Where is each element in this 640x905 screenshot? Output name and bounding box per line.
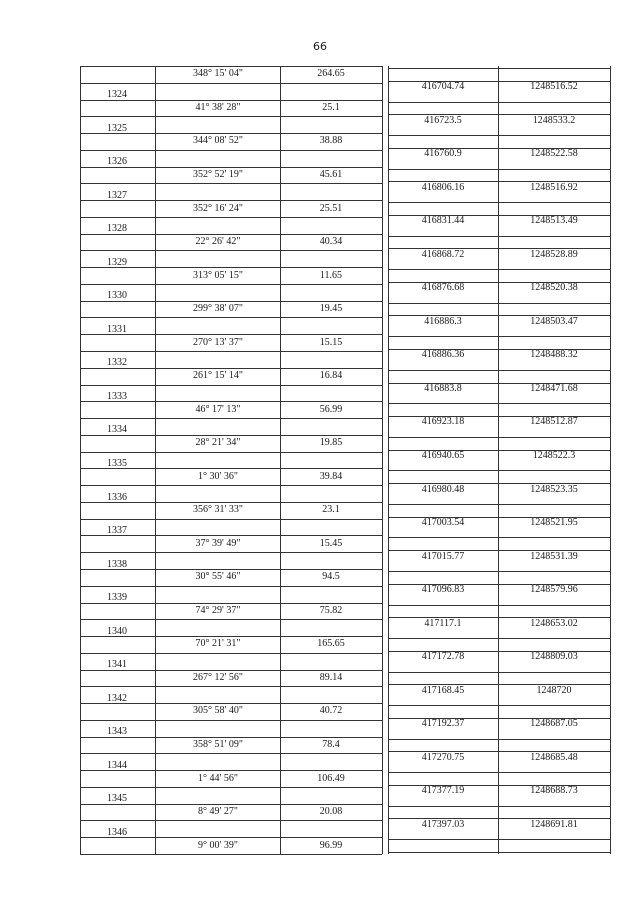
- bearing-cell: 37° 39' 49": [195, 537, 241, 549]
- station-cell: 1339: [107, 592, 127, 604]
- row-rule: [388, 504, 610, 505]
- row-rule: [80, 418, 382, 419]
- station-cell: 1343: [107, 726, 127, 738]
- distance-cell: 56.99: [319, 403, 343, 415]
- x-coordinate-cell: 417192.37: [421, 718, 465, 730]
- row-rule: [388, 336, 610, 337]
- station-cell: 1325: [107, 122, 127, 134]
- station-cell: 1331: [107, 323, 127, 335]
- station-cell: 1328: [107, 223, 127, 235]
- column-rule: [388, 66, 389, 854]
- station-cell: 1342: [107, 692, 127, 704]
- bearing-cell: 70° 21' 31": [195, 638, 241, 650]
- row-rule: [388, 114, 610, 115]
- row-rule: [80, 753, 382, 754]
- y-coordinate-cell: 1248520.38: [530, 282, 578, 294]
- y-coordinate-cell: 1248522.58: [530, 148, 578, 160]
- x-coordinate-cell: 417117.1: [424, 617, 462, 629]
- y-coordinate-cell: 1248512.87: [530, 416, 578, 428]
- distance-cell: 23.1: [322, 504, 340, 516]
- bearing-cell: 356° 31' 33": [193, 504, 243, 516]
- row-rule: [388, 672, 610, 673]
- x-coordinate-cell: 417397.03: [421, 818, 465, 830]
- distance-cell: 20.08: [319, 806, 343, 818]
- x-coordinate-cell: 416868.72: [421, 248, 465, 260]
- row-rule: [388, 403, 610, 404]
- row-rule: [80, 452, 382, 453]
- row-rule: [80, 150, 382, 151]
- x-coordinate-cell: 416876.68: [421, 282, 465, 294]
- row-rule: [80, 183, 382, 184]
- x-coordinate-cell: 416760.9: [424, 148, 462, 160]
- bearing-cell: 74° 29' 37": [195, 604, 241, 616]
- x-coordinate-cell: 416831.44: [421, 215, 465, 227]
- bearing-cell: 8° 49' 27": [198, 806, 238, 818]
- row-rule: [388, 806, 610, 807]
- distance-cell: 19.85: [319, 437, 343, 449]
- row-rule: [388, 202, 610, 203]
- row-rule: [80, 820, 382, 821]
- station-cell: 1336: [107, 491, 127, 503]
- bearing-cell: 299° 38' 07": [193, 303, 243, 315]
- distance-cell: 25.1: [322, 101, 340, 113]
- row-rule: [388, 303, 610, 304]
- station-cell: 1345: [107, 793, 127, 805]
- y-coordinate-cell: 1248687.05: [530, 718, 578, 730]
- row-rule: [80, 83, 382, 84]
- row-rule: [80, 385, 382, 386]
- distance-cell: 78.4: [322, 739, 340, 751]
- bearing-cell: 1° 44' 56": [198, 772, 238, 784]
- bearing-cell: 30° 55' 46": [195, 571, 241, 583]
- x-coordinate-cell: 417270.75: [421, 751, 465, 763]
- y-coordinate-cell: 1248531.39: [530, 550, 578, 562]
- bearing-cell: 352° 52' 19": [193, 168, 243, 180]
- station-cell: 1337: [107, 525, 127, 537]
- bearing-cell: 28° 21' 34": [195, 437, 241, 449]
- row-rule: [388, 236, 610, 237]
- y-coordinate-cell: 1248488.32: [530, 349, 578, 361]
- row-rule: [80, 854, 382, 855]
- row-rule: [80, 686, 382, 687]
- x-coordinate-cell: 416923.18: [421, 416, 465, 428]
- row-rule: [388, 705, 610, 706]
- y-coordinate-cell: 1248522.3: [532, 450, 576, 461]
- bearing-cell: 9° 00' 39": [198, 839, 238, 851]
- station-cell: 1330: [107, 290, 127, 302]
- station-cell: 1333: [107, 390, 127, 402]
- coordinate-table: [80, 66, 610, 854]
- page-number: 66: [313, 40, 327, 53]
- column-rule: [382, 66, 383, 854]
- y-coordinate-cell: 1248688.73: [530, 785, 578, 797]
- row-rule: [388, 169, 610, 170]
- station-cell: 1326: [107, 156, 127, 168]
- row-rule: [80, 116, 382, 117]
- y-coordinate-cell: 1248691.81: [530, 818, 578, 830]
- bearing-cell: 358° 51' 09": [193, 739, 243, 751]
- y-coordinate-cell: 1248533.2: [532, 114, 576, 126]
- row-rule: [80, 787, 382, 788]
- row-rule: [388, 537, 610, 538]
- y-coordinate-cell: 1248516.92: [530, 181, 578, 193]
- distance-cell: 106.49: [317, 772, 345, 784]
- row-rule: [80, 720, 382, 721]
- bearing-cell: 344° 08' 52": [193, 135, 243, 147]
- column-rule: [498, 66, 499, 854]
- y-coordinate-cell: 1248513.49: [530, 215, 578, 227]
- bearing-cell: 1° 30' 36": [198, 470, 238, 482]
- column-rule: [80, 66, 81, 854]
- distance-cell: 264.65: [317, 68, 345, 80]
- row-rule: [80, 66, 382, 67]
- y-coordinate-cell: 1248653.02: [530, 617, 578, 629]
- station-cell: 1324: [107, 89, 127, 101]
- x-coordinate-cell: 417003.54: [421, 517, 465, 529]
- column-rule: [280, 66, 281, 854]
- distance-cell: 39.84: [319, 470, 343, 482]
- row-rule: [388, 470, 610, 471]
- y-coordinate-cell: 1248523.35: [530, 483, 578, 495]
- y-coordinate-cell: 1248471.68: [530, 382, 578, 394]
- row-rule: [388, 772, 610, 773]
- distance-cell: 94.5: [322, 571, 340, 583]
- row-rule: [80, 552, 382, 553]
- bearing-cell: 267° 12' 56": [193, 671, 243, 683]
- distance-cell: 15.15: [319, 336, 343, 348]
- bearing-cell: 305° 58' 40": [193, 705, 243, 717]
- x-coordinate-cell: 416883.8: [424, 382, 462, 394]
- distance-cell: 89.14: [319, 671, 343, 683]
- row-rule: [388, 839, 610, 840]
- row-rule: [388, 571, 610, 572]
- x-coordinate-cell: 417015.77: [421, 550, 465, 562]
- distance-cell: 38.88: [319, 135, 343, 147]
- station-cell: 1329: [107, 256, 127, 268]
- x-coordinate-cell: 416886.3: [424, 315, 462, 327]
- row-rule: [388, 135, 610, 136]
- row-rule: [388, 370, 610, 371]
- row-rule: [80, 619, 382, 620]
- bearing-cell: 313° 05' 15": [193, 269, 243, 281]
- bearing-cell: 46° 17' 13": [195, 403, 241, 415]
- row-rule: [80, 485, 382, 486]
- distance-cell: 45.61: [319, 168, 343, 180]
- bearing-cell: 22° 26' 42": [195, 236, 241, 248]
- row-rule: [80, 217, 382, 218]
- x-coordinate-cell: 416723.5: [424, 114, 462, 126]
- bearing-cell: 348° 15' 04": [193, 68, 243, 80]
- row-rule: [388, 269, 610, 270]
- row-rule: [388, 739, 610, 740]
- distance-cell: 15.45: [319, 537, 343, 549]
- y-coordinate-cell: 1248516.52: [530, 81, 578, 93]
- row-rule: [80, 586, 382, 587]
- x-coordinate-cell: 417096.83: [421, 584, 465, 596]
- y-coordinate-cell: 1248528.89: [530, 248, 578, 260]
- row-rule: [388, 605, 610, 606]
- distance-cell: 40.72: [319, 705, 343, 717]
- row-rule: [388, 102, 610, 103]
- station-cell: 1335: [107, 458, 127, 469]
- row-rule: [388, 437, 610, 438]
- column-rule: [610, 66, 611, 854]
- distance-cell: 96.99: [319, 839, 343, 851]
- row-rule: [388, 638, 610, 639]
- station-cell: 1334: [107, 424, 127, 436]
- station-cell: 1346: [107, 826, 127, 838]
- bearing-cell: 261° 15' 14": [193, 370, 243, 382]
- row-rule: [80, 317, 382, 318]
- y-coordinate-cell: 1248809.03: [530, 651, 578, 663]
- x-coordinate-cell: 417377.19: [421, 785, 465, 797]
- row-rule: [80, 653, 382, 654]
- y-coordinate-cell: 1248521.95: [530, 517, 578, 529]
- station-cell: 1340: [107, 625, 127, 637]
- y-coordinate-cell: 1248685.48: [530, 751, 578, 763]
- row-rule: [388, 852, 610, 853]
- station-cell: 1338: [107, 558, 127, 570]
- distance-cell: 11.65: [319, 269, 343, 281]
- x-coordinate-cell: 416704.74: [421, 81, 465, 93]
- y-coordinate-cell: 1248503.47: [530, 315, 578, 327]
- station-cell: 1344: [107, 759, 127, 771]
- row-rule: [388, 68, 610, 69]
- station-cell: 1332: [107, 357, 127, 369]
- bearing-cell: 41° 38' 28": [195, 101, 241, 113]
- bearing-cell: 270° 13' 37": [193, 336, 243, 348]
- x-coordinate-cell: 417172.78: [421, 651, 465, 663]
- column-rule: [155, 66, 156, 854]
- bearing-cell: 352° 16' 24": [193, 202, 243, 214]
- distance-cell: 75.82: [319, 604, 343, 616]
- x-coordinate-cell: 416980.48: [421, 483, 465, 495]
- y-coordinate-cell: 1248579.96: [530, 584, 578, 596]
- station-cell: 1327: [107, 189, 127, 201]
- x-coordinate-cell: 416940.65: [421, 450, 465, 461]
- distance-cell: 19.45: [319, 303, 343, 315]
- row-rule: [80, 519, 382, 520]
- distance-cell: 165.65: [317, 638, 345, 650]
- station-cell: 1341: [107, 659, 127, 671]
- distance-cell: 25.51: [319, 202, 343, 214]
- x-coordinate-cell: 416886.36: [421, 349, 465, 361]
- distance-cell: 40.34: [319, 236, 343, 248]
- row-rule: [80, 351, 382, 352]
- y-coordinate-cell: 1248720: [536, 684, 572, 696]
- distance-cell: 16.84: [319, 370, 343, 382]
- row-rule: [80, 250, 382, 251]
- row-rule: [80, 284, 382, 285]
- x-coordinate-cell: 417168.45: [421, 684, 465, 696]
- x-coordinate-cell: 416806.16: [421, 181, 465, 193]
